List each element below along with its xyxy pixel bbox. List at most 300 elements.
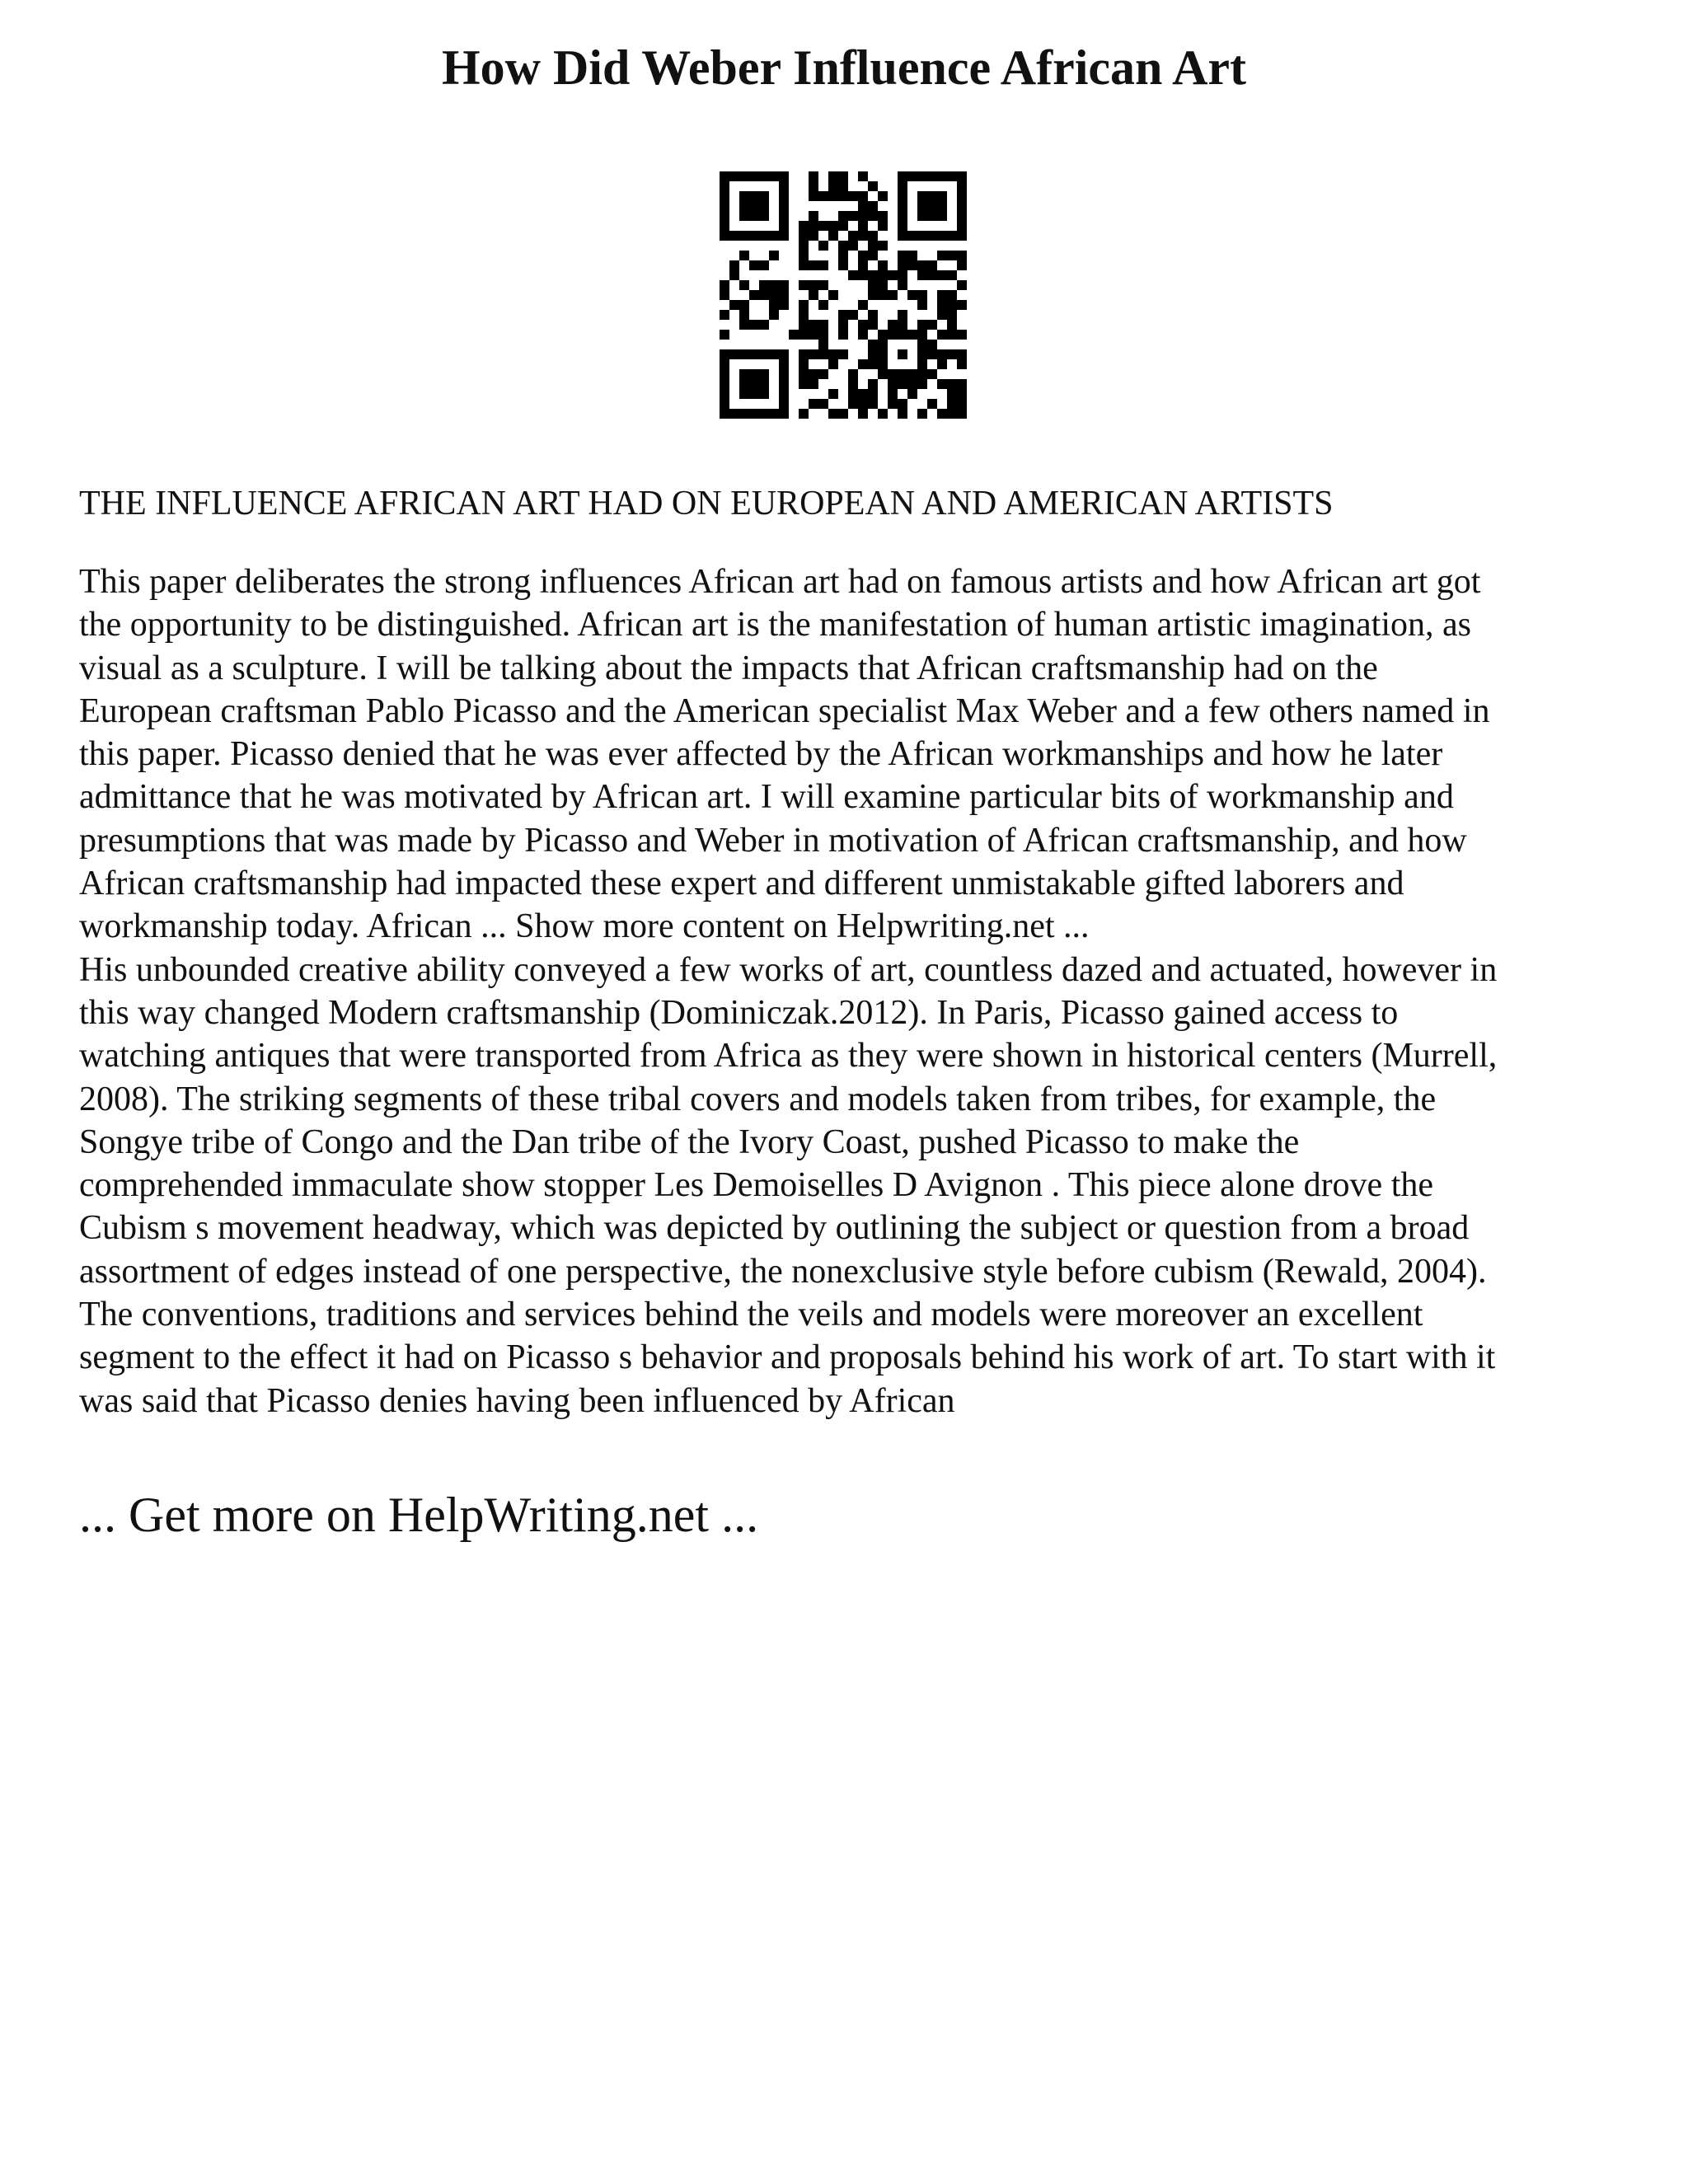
qr-module (749, 379, 759, 389)
qr-module (799, 369, 809, 379)
qr-module (947, 251, 957, 260)
qr-module (769, 349, 779, 359)
qr-module (898, 260, 907, 270)
qr-module (729, 409, 739, 419)
qr-module (878, 270, 888, 280)
qr-module (868, 290, 878, 300)
qr-module (789, 330, 799, 340)
qr-module (868, 181, 878, 191)
qr-module (739, 409, 749, 419)
qr-module (848, 310, 858, 320)
qr-module (868, 231, 878, 241)
qr-module (729, 300, 739, 310)
qr-module (917, 171, 927, 181)
qr-module (917, 231, 927, 241)
qr-module (898, 270, 907, 280)
qr-module (779, 171, 789, 181)
qr-module (917, 379, 927, 389)
qr-module (957, 211, 967, 221)
qr-module (957, 389, 967, 399)
qr-module (729, 260, 739, 270)
qr-module (917, 409, 927, 419)
qr-module (739, 201, 749, 211)
qr-module (917, 320, 927, 330)
qr-module (917, 349, 927, 359)
qr-module (759, 171, 769, 181)
qr-module (779, 290, 789, 300)
qr-module (809, 231, 818, 241)
qr-module (749, 369, 759, 379)
qr-module (917, 340, 927, 349)
qr-module (878, 409, 888, 419)
qr-module (769, 280, 779, 290)
qr-module (868, 399, 878, 409)
qr-module (917, 270, 927, 280)
qr-module (888, 369, 898, 379)
qr-module (957, 330, 967, 340)
qr-module (878, 260, 888, 270)
qr-module (838, 310, 848, 320)
qr-module (838, 260, 848, 270)
qr-module (848, 211, 858, 221)
qr-module (878, 191, 888, 201)
qr-module (898, 399, 907, 409)
qr-module (848, 369, 858, 379)
qr-module (957, 379, 967, 389)
qr-module (957, 191, 967, 201)
qr-module (739, 389, 749, 399)
qr-module (759, 409, 769, 419)
qr-module (809, 280, 818, 290)
qr-module (927, 320, 937, 330)
qr-module (799, 241, 809, 251)
qr-module (749, 389, 759, 399)
qr-module (937, 231, 947, 241)
qr-module (937, 251, 947, 260)
qr-module (818, 349, 828, 359)
qr-module (927, 340, 937, 349)
qr-module (779, 211, 789, 221)
qr-module (927, 369, 937, 379)
qr-module (809, 290, 818, 300)
qr-module (720, 310, 729, 320)
qr-module (739, 280, 749, 290)
qr-module (878, 340, 888, 349)
qr-module (858, 260, 868, 270)
qr-module (858, 359, 868, 369)
qr-module (769, 310, 779, 320)
paragraph: This paper deliberates the strong influences African art had on famous artists and how African art got the opportunity to be distinguished. African art is the manifestation of human artistic imagination, as visual as a sculpture. I will be talking about the impacts that African craftsmanship had on the European craftsman Pablo Picasso and the American specialist Max Weber and a few others named in this paper. Picasso denied that he was ever affected by the African workmanships and how he later admittance that he was motivated by African art. I will examine particular bits of workmanship and presumptions that was made by Picasso and Weber in motivation of African craftsmanship, and how African craftsmanship had impacted these expert and different unmistakable gifted laborers and workmanship today. African ... Show more content on Helpwriting.net ... (79, 563, 1490, 946)
qr-module (838, 171, 848, 181)
qr-module (838, 241, 848, 251)
qr-module (858, 320, 868, 330)
qr-module (937, 290, 947, 300)
qr-module (799, 379, 809, 389)
qr-module (799, 280, 809, 290)
qr-module (927, 349, 937, 359)
qr-module (739, 379, 749, 389)
qr-module (739, 310, 749, 320)
qr-module (927, 191, 937, 201)
qr-module (898, 379, 907, 389)
qr-module (739, 349, 749, 359)
qr-module (858, 171, 868, 181)
qr-module (957, 280, 967, 290)
qr-module (720, 231, 729, 241)
qr-module (858, 270, 868, 280)
qr-module (898, 369, 907, 379)
qr-module (878, 280, 888, 290)
qr-module (720, 349, 729, 359)
qr-module (868, 310, 878, 320)
qr-module (729, 349, 739, 359)
qr-module (898, 171, 907, 181)
qr-module (848, 399, 858, 409)
qr-module (779, 201, 789, 211)
qr-module (858, 211, 868, 221)
qr-module (779, 231, 789, 241)
qr-module (868, 241, 878, 251)
qr-module (898, 330, 907, 340)
qr-module (818, 330, 828, 340)
qr-module (917, 191, 927, 201)
qr-module (749, 349, 759, 359)
qr-module (759, 231, 769, 241)
qr-module (927, 399, 937, 409)
qr-module (769, 251, 779, 260)
qr-module (769, 231, 779, 241)
qr-module (838, 320, 848, 330)
qr-module (927, 201, 937, 211)
qr-module (759, 379, 769, 389)
qr-module (848, 389, 858, 399)
qr-module (809, 330, 818, 340)
qr-module (947, 349, 957, 359)
qr-module (818, 191, 828, 201)
qr-module (749, 211, 759, 221)
qr-module (779, 359, 789, 369)
qr-module (838, 349, 848, 359)
qr-module (917, 260, 927, 270)
qr-module (759, 369, 769, 379)
qr-module (720, 191, 729, 201)
qr-module (868, 201, 878, 211)
qr-module (898, 409, 907, 419)
qr-module (888, 399, 898, 409)
qr-module (809, 171, 818, 181)
qr-module (799, 251, 809, 260)
qr-module (957, 409, 967, 419)
qr-module (898, 251, 907, 260)
qr-module (828, 231, 838, 241)
qr-module (937, 349, 947, 359)
qr-module (818, 369, 828, 379)
qr-module (720, 221, 729, 231)
qr-module (759, 191, 769, 201)
qr-module (809, 181, 818, 191)
qr-module (937, 300, 947, 310)
qr-module (858, 399, 868, 409)
qr-module (937, 409, 947, 419)
qr-module (759, 290, 769, 300)
qr-module (927, 171, 937, 181)
qr-module (888, 290, 898, 300)
qr-module (779, 399, 789, 409)
qr-module (809, 221, 818, 231)
qr-module (957, 399, 967, 409)
qr-module (720, 409, 729, 419)
qr-module (799, 221, 809, 231)
qr-module (720, 201, 729, 211)
qr-module (957, 260, 967, 270)
qr-module (898, 280, 907, 290)
qr-module (888, 379, 898, 389)
qr-module (779, 181, 789, 191)
qr-module (898, 349, 907, 359)
qr-module (868, 211, 878, 221)
qr-module (809, 349, 818, 359)
qr-module (907, 369, 917, 379)
qr-module (779, 409, 789, 419)
qr-module (937, 379, 947, 389)
qr-module (927, 260, 937, 270)
qr-module (799, 349, 809, 359)
qr-module (720, 211, 729, 221)
qr-module (779, 369, 789, 379)
qr-module (818, 340, 828, 349)
qr-module (858, 221, 868, 231)
qr-module (848, 231, 858, 241)
qr-module (838, 409, 848, 419)
qr-module (937, 211, 947, 221)
qr-module (947, 300, 957, 310)
qr-module (947, 399, 957, 409)
qr-module (927, 270, 937, 280)
qr-module (828, 181, 838, 191)
qr-module (759, 260, 769, 270)
qr-module (729, 171, 739, 181)
qr-module (878, 359, 888, 369)
qr-module (888, 270, 898, 280)
get-more-link[interactable]: ... Get more on HelpWriting.net ... (79, 1488, 759, 1542)
qr-module (927, 231, 937, 241)
qr-module (720, 330, 729, 340)
qr-module (888, 320, 898, 330)
qr-module (868, 251, 878, 260)
qr-module (937, 310, 947, 320)
qr-module (858, 389, 868, 399)
qr-module (917, 300, 927, 310)
qr-module (779, 191, 789, 201)
qr-module (739, 171, 749, 181)
qr-module (858, 330, 868, 340)
qr-module (898, 181, 907, 191)
qr-module (917, 211, 927, 221)
qr-module (947, 409, 957, 419)
qr-module (858, 300, 868, 310)
qr-module (947, 231, 957, 241)
qr-module (818, 280, 828, 290)
qr-module (749, 171, 759, 181)
qr-module (729, 270, 739, 280)
qr-module (957, 201, 967, 211)
qr-module (858, 201, 868, 211)
qr-module (848, 241, 858, 251)
qr-module (818, 221, 828, 231)
qr-module (759, 201, 769, 211)
qr-module (907, 251, 917, 260)
qr-module (838, 211, 848, 221)
qr-module (749, 409, 759, 419)
qr-module (907, 379, 917, 389)
qr-module (937, 201, 947, 211)
qr-module (749, 231, 759, 241)
qr-module (957, 171, 967, 181)
qr-module (720, 379, 729, 389)
qr-module (868, 349, 878, 359)
qr-module (947, 171, 957, 181)
qr-module (947, 320, 957, 330)
qr-module (838, 221, 848, 231)
qr-module (838, 191, 848, 201)
qr-module (799, 320, 809, 330)
qr-module (749, 201, 759, 211)
qr-module (799, 359, 809, 369)
qr-module (907, 231, 917, 241)
qr-module (937, 191, 947, 201)
qr-module (868, 320, 878, 330)
qr-module (828, 359, 838, 369)
qr-module (799, 260, 809, 270)
qr-module (720, 359, 729, 369)
qr-module (759, 389, 769, 399)
qr-module (858, 231, 868, 241)
qr-module (947, 379, 957, 389)
qr-module (769, 290, 779, 300)
qr-module (898, 211, 907, 221)
qr-module (878, 330, 888, 340)
qr-module (818, 300, 828, 310)
qr-module (848, 379, 858, 389)
qr-module (947, 310, 957, 320)
qr-module (868, 359, 878, 369)
qr-module (878, 211, 888, 221)
qr-module (749, 191, 759, 201)
qr-module (779, 300, 789, 310)
qr-module (799, 231, 809, 241)
qr-module (759, 349, 769, 359)
qr-module (878, 290, 888, 300)
qr-module (739, 231, 749, 241)
qr-module (779, 389, 789, 399)
qr-module (818, 320, 828, 330)
section-heading: THE INFLUENCE AFRICAN ART HAD ON EUROPEAN AND AMERICAN ARTISTS (79, 485, 1334, 523)
qr-module (838, 330, 848, 340)
qr-module (957, 349, 967, 359)
qr-module (957, 221, 967, 231)
qr-module (828, 389, 838, 399)
qr-module (907, 171, 917, 181)
qr-module (799, 330, 809, 340)
qr-module (888, 389, 898, 399)
qr-module (779, 280, 789, 290)
qr-module (898, 310, 907, 320)
qr-module (809, 191, 818, 201)
document-title: How Did Weber Influence African Art (441, 40, 1247, 95)
qr-module (957, 181, 967, 191)
qr-module (937, 330, 947, 340)
qr-module (858, 251, 868, 260)
qr-module (749, 260, 759, 270)
qr-module (957, 231, 967, 241)
qr-module (739, 320, 749, 330)
qr-module (957, 359, 967, 369)
qr-module (828, 221, 838, 231)
qr-module (818, 241, 828, 251)
qr-module (749, 320, 759, 330)
qr-module (759, 211, 769, 221)
qr-module (937, 270, 947, 280)
qr-module (917, 290, 927, 300)
qr-module (720, 369, 729, 379)
qr-module (809, 320, 818, 330)
qr-module (898, 221, 907, 231)
qr-module (779, 221, 789, 231)
qr-module (828, 191, 838, 201)
qr-code-icon[interactable] (720, 171, 967, 419)
qr-module (917, 330, 927, 340)
qr-module (838, 251, 848, 260)
qr-module (739, 251, 749, 260)
qr-module (878, 369, 888, 379)
qr-module (898, 191, 907, 201)
qr-module (809, 369, 818, 379)
qr-module (907, 330, 917, 340)
qr-module (947, 330, 957, 340)
qr-module (769, 300, 779, 310)
qr-module (917, 201, 927, 211)
qr-module (947, 389, 957, 399)
qr-module (878, 349, 888, 359)
qr-module (759, 280, 769, 290)
qr-module (947, 290, 957, 300)
qr-module (818, 260, 828, 270)
qr-module (749, 290, 759, 300)
qr-module (957, 251, 967, 260)
qr-module (720, 280, 729, 290)
qr-module (907, 389, 917, 399)
qr-module (799, 310, 809, 320)
qr-module (720, 181, 729, 191)
qr-module (809, 211, 818, 221)
qr-module (799, 300, 809, 310)
qr-module (828, 290, 838, 300)
qr-module (898, 231, 907, 241)
qr-module (779, 379, 789, 389)
qr-module (739, 300, 749, 310)
qr-module (868, 340, 878, 349)
qr-module (937, 359, 947, 369)
qr-module (868, 389, 878, 399)
qr-module (720, 171, 729, 181)
qr-module (809, 399, 818, 409)
qr-module (957, 300, 967, 310)
qr-module (937, 171, 947, 181)
qr-module (769, 409, 779, 419)
qr-module (799, 409, 809, 419)
qr-module (809, 260, 818, 270)
qr-module (720, 290, 729, 300)
